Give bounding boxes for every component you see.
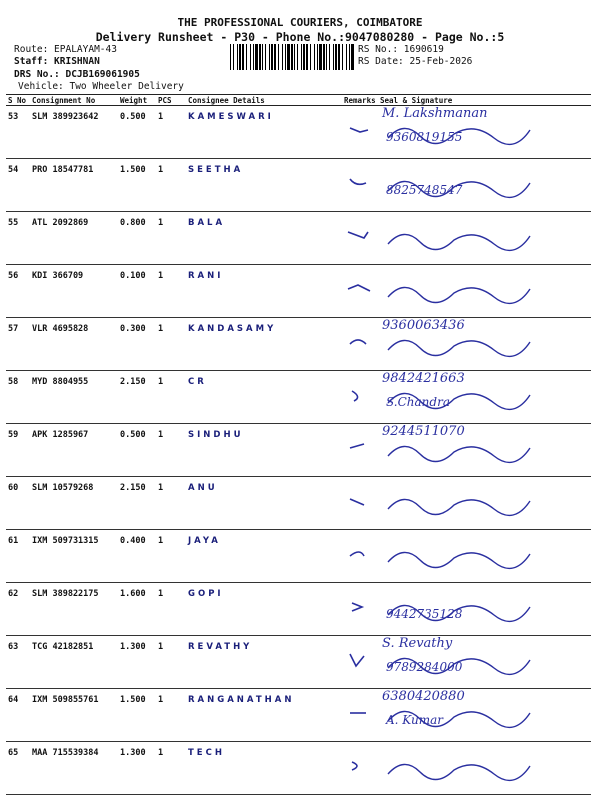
consignee-name: SINDHU (186, 424, 342, 477)
tick-mark-icon (346, 440, 372, 456)
col-sno: S No (6, 95, 30, 106)
pcs-cell: 1 (156, 530, 186, 583)
table-row (6, 636, 591, 689)
col-signature: Seal & Signature (378, 95, 591, 106)
consignment-cell: ATL 2092869 (30, 212, 118, 265)
barcode-icon (230, 44, 354, 70)
signature-line-1: 6380420880 (382, 689, 465, 704)
signature-cell (378, 583, 591, 636)
signature-line-2: A. Kumar (386, 713, 443, 727)
tick-mark-icon (346, 175, 372, 191)
tick-mark-icon (346, 652, 372, 668)
sno-cell: 63 (6, 636, 30, 689)
pcs-cell: 1 (156, 477, 186, 530)
remark-cell (342, 689, 378, 742)
signature-scribble-icon (384, 752, 534, 786)
table-row (6, 477, 591, 530)
consignment-cell: IXM 509731315 (30, 530, 118, 583)
rs-number: RS No.: 1690619 (358, 44, 444, 55)
sno-cell: 64 (6, 689, 30, 742)
tick-mark-icon (346, 546, 372, 562)
remark-cell (342, 477, 378, 530)
table-row (6, 742, 591, 795)
consignment-cell: APK 1285967 (30, 424, 118, 477)
sno-cell: 55 (6, 212, 30, 265)
signature-line-1: 9842421663 (382, 371, 465, 386)
table-row (6, 318, 591, 371)
consignee-name: REVATHY (186, 636, 342, 689)
remark-cell (342, 212, 378, 265)
signature-cell (378, 636, 591, 689)
tick-mark-icon (346, 122, 372, 138)
remark-cell (342, 424, 378, 477)
table-row (6, 159, 591, 212)
consignment-cell: IXM 509855761 (30, 689, 118, 742)
consignment-cell: TCG 42182851 (30, 636, 118, 689)
signature-line-2: 9789284000 (386, 660, 463, 674)
tick-mark-icon (346, 387, 372, 403)
tick-mark-icon (346, 228, 372, 244)
pcs-cell: 1 (156, 424, 186, 477)
tick-mark-icon (346, 281, 372, 297)
pcs-cell: 1 (156, 636, 186, 689)
col-pcs: PCS (156, 95, 186, 106)
sno-cell: 59 (6, 424, 30, 477)
col-consignment: Consignment No (30, 95, 118, 106)
consignee-name: ANU (186, 477, 342, 530)
consignment-cell: PRO 18547781 (30, 159, 118, 212)
signature-cell (378, 689, 591, 742)
consignee-name: SEETHA (186, 159, 342, 212)
signature-line-1: 9360063436 (382, 318, 465, 333)
weight-cell: 1.500 (118, 159, 156, 212)
sno-cell: 62 (6, 583, 30, 636)
tick-mark-icon (346, 705, 372, 721)
remark-cell (342, 636, 378, 689)
table-row (6, 689, 591, 742)
rs-date: RS Date: 25-Feb-2026 (358, 56, 473, 67)
remark-cell (342, 583, 378, 636)
vehicle-label: Vehicle: Two Wheeler Delivery (18, 81, 184, 92)
weight-cell: 0.100 (118, 265, 156, 318)
pcs-cell: 1 (156, 318, 186, 371)
remark-cell (342, 265, 378, 318)
weight-cell: 1.500 (118, 689, 156, 742)
sno-cell: 60 (6, 477, 30, 530)
signature-scribble-icon (384, 434, 534, 468)
table-row (6, 212, 591, 265)
remark-cell (342, 159, 378, 212)
consignee-name: KANDASAMY (186, 318, 342, 371)
weight-cell: 1.300 (118, 742, 156, 795)
consignee-name: TECH (186, 742, 342, 795)
sno-cell: 53 (6, 106, 30, 159)
consignee-name: JAYA (186, 530, 342, 583)
sno-cell: 54 (6, 159, 30, 212)
pcs-cell: 1 (156, 742, 186, 795)
sno-cell: 56 (6, 265, 30, 318)
consignee-name: BALA (186, 212, 342, 265)
consignee-name: RANGANATHAN (186, 689, 342, 742)
consignment-cell: SLM 10579268 (30, 477, 118, 530)
table-row (6, 583, 591, 636)
consignment-cell: MYD 8804955 (30, 371, 118, 424)
pcs-cell: 1 (156, 689, 186, 742)
signature-cell (378, 212, 591, 265)
signature-line-1: 9244511070 (382, 424, 465, 439)
signature-cell (378, 106, 591, 159)
signature-cell (378, 530, 591, 583)
consignee-name: KAMESWARI (186, 106, 342, 159)
signature-cell (378, 371, 591, 424)
col-weight: Weight (118, 95, 156, 106)
signature-cell (378, 424, 591, 477)
col-consignee: Consignee Details (186, 95, 342, 106)
remark-cell (342, 318, 378, 371)
signature-cell (378, 477, 591, 530)
sno-cell: 65 (6, 742, 30, 795)
weight-cell: 0.500 (118, 424, 156, 477)
weight-cell: 2.150 (118, 477, 156, 530)
drs-label: DRS No.: DCJB169061905 (14, 69, 140, 80)
sno-cell: 58 (6, 371, 30, 424)
weight-cell: 0.800 (118, 212, 156, 265)
table-row (6, 530, 591, 583)
signature-line-2: S.Chandra (386, 395, 450, 409)
pcs-cell: 1 (156, 106, 186, 159)
sno-cell: 57 (6, 318, 30, 371)
sno-cell: 61 (6, 530, 30, 583)
signature-scribble-icon (384, 222, 534, 256)
tick-mark-icon (346, 758, 372, 774)
company-title: THE PROFESSIONAL COURIERS, COIMBATORE (177, 16, 423, 29)
pcs-cell: 1 (156, 265, 186, 318)
signature-scribble-icon (384, 540, 534, 574)
signature-line-2: 8825748547 (386, 183, 463, 197)
table-header-row (6, 95, 591, 106)
col-remarks: Remarks (342, 95, 378, 106)
weight-cell: 1.600 (118, 583, 156, 636)
weight-cell: 0.300 (118, 318, 156, 371)
table-row (6, 424, 591, 477)
runsheet-table (6, 94, 591, 795)
signature-cell (378, 742, 591, 795)
remark-cell (342, 371, 378, 424)
remark-cell (342, 106, 378, 159)
consignment-cell: SLM 389822175 (30, 583, 118, 636)
remark-cell (342, 742, 378, 795)
tick-mark-icon (346, 599, 372, 615)
consignment-cell: KDI 366709 (30, 265, 118, 318)
pcs-cell: 1 (156, 212, 186, 265)
signature-cell (378, 318, 591, 371)
signature-line-2: 9360819155 (386, 130, 463, 144)
signature-scribble-icon (384, 487, 534, 521)
consignee-name: GOPI (186, 583, 342, 636)
signature-scribble-icon (384, 328, 534, 362)
route-label: Route: EPALAYAM-43 (14, 44, 117, 55)
pcs-cell: 1 (156, 159, 186, 212)
staff-label: Staff: KRISHNAN (14, 56, 100, 67)
signature-line-2: 9442735128 (386, 607, 463, 621)
weight-cell: 0.400 (118, 530, 156, 583)
signature-line-1: M. Lakshmanan (382, 106, 488, 121)
tick-mark-icon (346, 334, 372, 350)
consignment-cell: MAA 715539384 (30, 742, 118, 795)
consignee-name: CR (186, 371, 342, 424)
runsheet-title: Delivery Runsheet - P30 - Phone No.:9047080280 - Page No.:5 (95, 30, 505, 44)
tick-mark-icon (346, 493, 372, 509)
table-row (6, 106, 591, 159)
weight-cell: 1.300 (118, 636, 156, 689)
consignee-name: RANI (186, 265, 342, 318)
consignment-cell: SLM 389923642 (30, 106, 118, 159)
signature-cell (378, 265, 591, 318)
remark-cell (342, 530, 378, 583)
weight-cell: 2.150 (118, 371, 156, 424)
weight-cell: 0.500 (118, 106, 156, 159)
signature-cell (378, 159, 591, 212)
consignment-cell: VLR 4695828 (30, 318, 118, 371)
table-row (6, 371, 591, 424)
signature-scribble-icon (384, 275, 534, 309)
pcs-cell: 1 (156, 583, 186, 636)
table-row (6, 265, 591, 318)
pcs-cell: 1 (156, 371, 186, 424)
signature-line-1: S. Revathy (382, 636, 453, 651)
